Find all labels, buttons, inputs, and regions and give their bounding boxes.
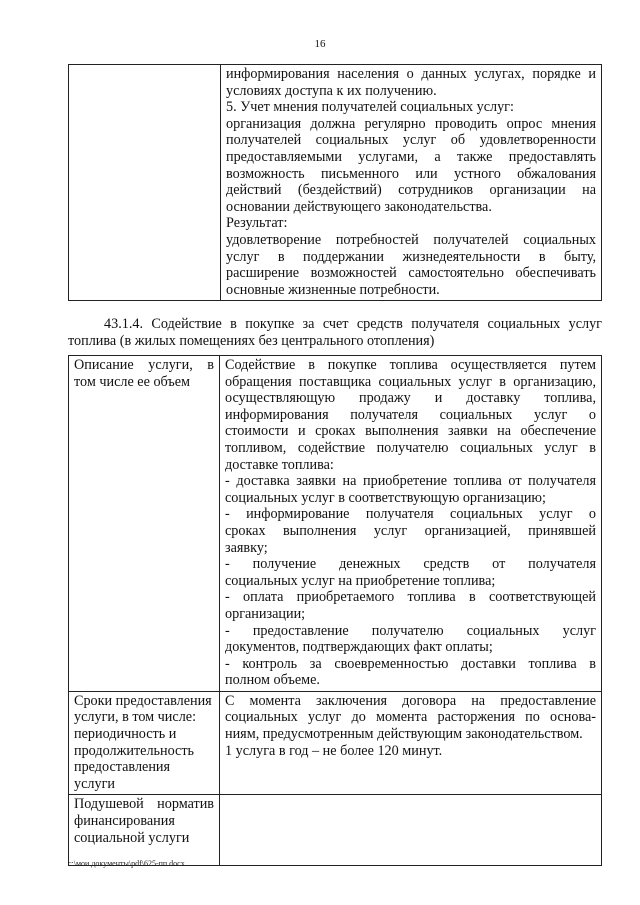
cell-lines <box>225 693 596 759</box>
table-row <box>69 356 602 692</box>
text-line: условиях доступа к их получению. <box>226 82 437 99</box>
text-line: С момента заключения договора на предоставление <box>225 692 596 709</box>
text-line: Подушевой норматив <box>74 796 214 813</box>
text-line: социальных услуг до момента расторжения по основа- <box>225 709 596 726</box>
text-line: услуг в поддержании жизнедеятельности в быту, <box>226 248 596 265</box>
text-line: - предоставление получателю социальных услуг <box>225 622 596 639</box>
text-line: Результат: <box>226 215 288 232</box>
text-line: - информирование получателя социальных услуг о <box>225 506 596 523</box>
text-line: продолжительность <box>74 742 195 759</box>
section-heading <box>68 316 602 350</box>
text-line: социальной услуги <box>74 829 190 846</box>
table-cell-text <box>220 356 602 692</box>
cell-lines <box>74 796 214 846</box>
table-cell-text <box>220 795 602 866</box>
text-line: организация должна регулярно проводить опрос мнения <box>226 115 596 132</box>
text-line: информирования получателя социальных услуг о <box>225 406 596 423</box>
section-heading-line: топлива (в жилых помещениях без центрального отопления) <box>68 333 435 349</box>
table-row <box>69 795 602 866</box>
table-cell-empty <box>69 65 221 301</box>
text-line: ниям, предусмотренным действующим законодательством. <box>225 726 583 743</box>
text-line: Сроки предоставления <box>74 692 212 709</box>
text-line: документов, подтверждающих факт оплаты; <box>225 639 493 656</box>
footer-file-path: c:\мои документы\pdf\625-пп.docx <box>68 859 185 868</box>
text-line: сроках выполнения услуг организацией, принявшей <box>225 522 596 539</box>
table-cell-label <box>69 356 220 692</box>
text-line: социальных услуг на приобретение топлива; <box>225 572 496 589</box>
section-heading-line: 43.1.4. Содействие в покупке за счет средств получателя социальных услуг <box>104 316 602 332</box>
text-line: возможность письменного или устного обжалования <box>226 165 596 182</box>
text-line: Описание услуги, в <box>74 357 214 373</box>
cell-lines <box>74 357 214 390</box>
text-line: том числе ее объем <box>74 373 191 390</box>
table-cell-text <box>221 65 602 301</box>
text-line: информирования населения о данных услугах, порядке и <box>226 66 596 82</box>
service-table <box>68 355 602 866</box>
table-cell-label <box>69 795 220 866</box>
text-line: организации; <box>225 605 306 622</box>
text-line: топливом, содействие получателю социальных услуг в <box>225 439 596 456</box>
text-line: услуги <box>74 775 115 792</box>
text-line: периодичность и <box>74 726 177 743</box>
table-cell-label <box>69 691 220 795</box>
cell-lines <box>226 66 596 298</box>
text-line: 5. Учет мнения получателей социальных услуг: <box>226 99 514 116</box>
text-line: обращения поставщика социальных услуг в организацию, <box>225 373 596 390</box>
cell-lines <box>225 357 596 689</box>
cell-lines <box>74 693 214 793</box>
text-line: финансирования <box>74 813 175 830</box>
text-line: действий (бездействий) сотрудников организации на <box>226 182 596 199</box>
text-line: 1 услуга в год – не более 120 минут. <box>225 742 443 759</box>
text-line: стоимости и сроках выполнения заявки на обеспечение <box>225 423 596 440</box>
text-line: - доставка заявки на приобретение топлива от получателя <box>225 473 596 490</box>
text-line: Содействие в покупке топлива осуществляется путем <box>225 357 596 373</box>
text-line: предоставляемыми услугами, а также предоставлять <box>226 148 596 165</box>
page-number: 16 <box>314 38 326 50</box>
text-line: получателей социальных услуг об удовлетворенности <box>226 132 596 149</box>
table-row <box>69 691 602 795</box>
text-line: заявку; <box>225 539 268 556</box>
text-line: услуги, в том числе: <box>74 709 197 726</box>
text-line: основании действующего законодательства. <box>226 198 492 215</box>
table-continued <box>68 64 602 301</box>
table-row <box>69 65 602 301</box>
text-line: доставке топлива: <box>225 456 334 473</box>
text-line: полном объеме. <box>225 672 320 689</box>
text-line: осуществляющую продажу и доставку топлива, <box>225 390 596 407</box>
text-line: расширение возможностей самостоятельно обеспечивать <box>226 265 596 282</box>
text-line: предоставления <box>74 759 171 776</box>
text-line: - оплата приобретаемого топлива в соответствующей <box>225 589 596 606</box>
text-line: - контроль за своевременностью доставки топлива в <box>225 655 596 672</box>
text-line: удовлетворение потребностей получателей социальных <box>226 231 596 248</box>
table-cell-text <box>220 691 602 795</box>
text-line: - получение денежных средств от получателя <box>225 556 596 573</box>
text-line: социальных услуг в соответствующую организацию; <box>225 489 546 506</box>
text-line: основные жизненные потребности. <box>226 281 440 298</box>
